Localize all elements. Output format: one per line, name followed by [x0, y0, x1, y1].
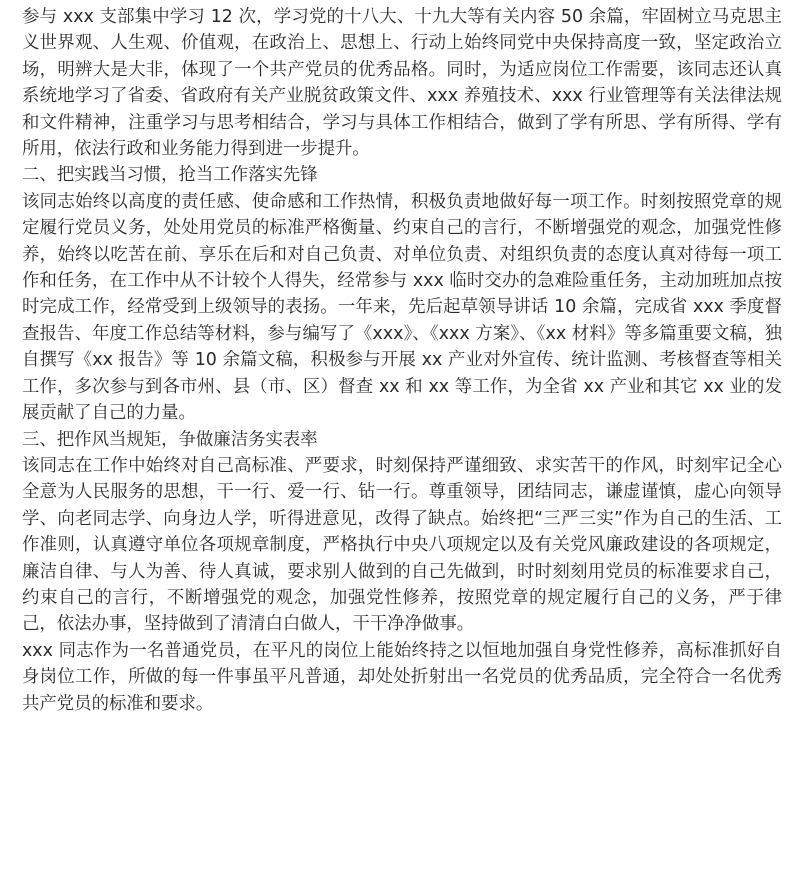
paragraph-study: 参与 xxx 支部集中学习 12 次，学习党的十八大、十九大等有关内容 50 余篇，牢固树立马克思主义世界观、人生观、价值观，在政治上、思想上、行动上始终同党中央保持高度一致，坚定政治立场，明辨大是大非，体现了一个共产党员的优秀品格。同时，为适应岗位工作需要，该同志还认真系统地学习了省委、省政府有关产业脱贫政策文件、xxx 养殖技术、xxx 行业管理等有关法律法规和文件精神，注重学习与思考相结合，学习与具体工作相结合，做到了学有所思、学有所得、学有所用，依法行政和业务能力得到进一步提升。	[22, 7, 782, 160]
section-heading-conduct: 三、把作风当规矩，争做廉洁务实表率	[22, 429, 318, 450]
document-body	[22, 4, 782, 717]
paragraph-conclusion: xxx 同志作为一名普通党员，在平凡的岗位上能始终持之以恒地加强自身党性修养，高标准抓好自身岗位工作，所做的每一件事虽平凡普通，却处处折射出一名党员的优秀品质，完全符合一名优秀共产党员的标准和要求。	[22, 640, 782, 714]
paragraph-conduct: 该同志在工作中始终对自己高标准、严要求，时刻保持严谨细致、求实苦干的作风，时刻牢记全心全意为人民服务的思想，干一行、爱一行、钻一行。尊重领导，团结同志，谦虚谨慎，虚心向领导学、向老同志学、向身边人学，听得进意见，改得了缺点。始终把“三严三实”作为自己的生活、工作准则，认真遵守单位各项规章制度，严格执行中央八项规定以及有关党风廉政建设的各项规定，廉洁自律、与人为善、待人真诚，要求别人做到的自己先做到，时时刻刻用党员的标准要求自己，约束自己的言行，不断增强党的观念，加强党性修养，按照党章的规定履行自己的义务，严于律己，依法办事，坚持做到了清清白白做人，干干净净做事。	[22, 455, 782, 635]
section-heading-practice: 二、把实践当习惯，抢当工作落实先锋	[22, 165, 318, 186]
paragraph-practice: 该同志始终以高度的责任感、使命感和工作热情，积极负责地做好每一项工作。时刻按照党章的规定履行党员义务，处处用党员的标准严格衡量、约束自己的言行，不断增强党的观念，加强党性修养，始终以吃苦在前、享乐在后和对自己负责、对单位负责、对组织负责的态度认真对待每一项工作和任务，在工作中从不计较个人得失，经常参与 xxx 临时交办的急难险重任务，主动加班加点按时完成工作，经常受到上级领导的表扬。一年来，先后起草领导讲话 10 余篇，完成省 xxx 季度督查报告、年度工作总结等材料，参与编写了《xxx》、《xxx 方案》、《xx 材料》等多篇重要文稿，独自撰写《xx 报告》等 10 余篇文稿，积极参与开展 xx 产业对外宣传、统计监测、考核督查等相关工作，多次参与到各市州、县（市、区）督查 xx 和 xx 等工作，为全省 xx 产业和其它 xx 业的发展贡献了自己的力量。	[22, 191, 782, 424]
